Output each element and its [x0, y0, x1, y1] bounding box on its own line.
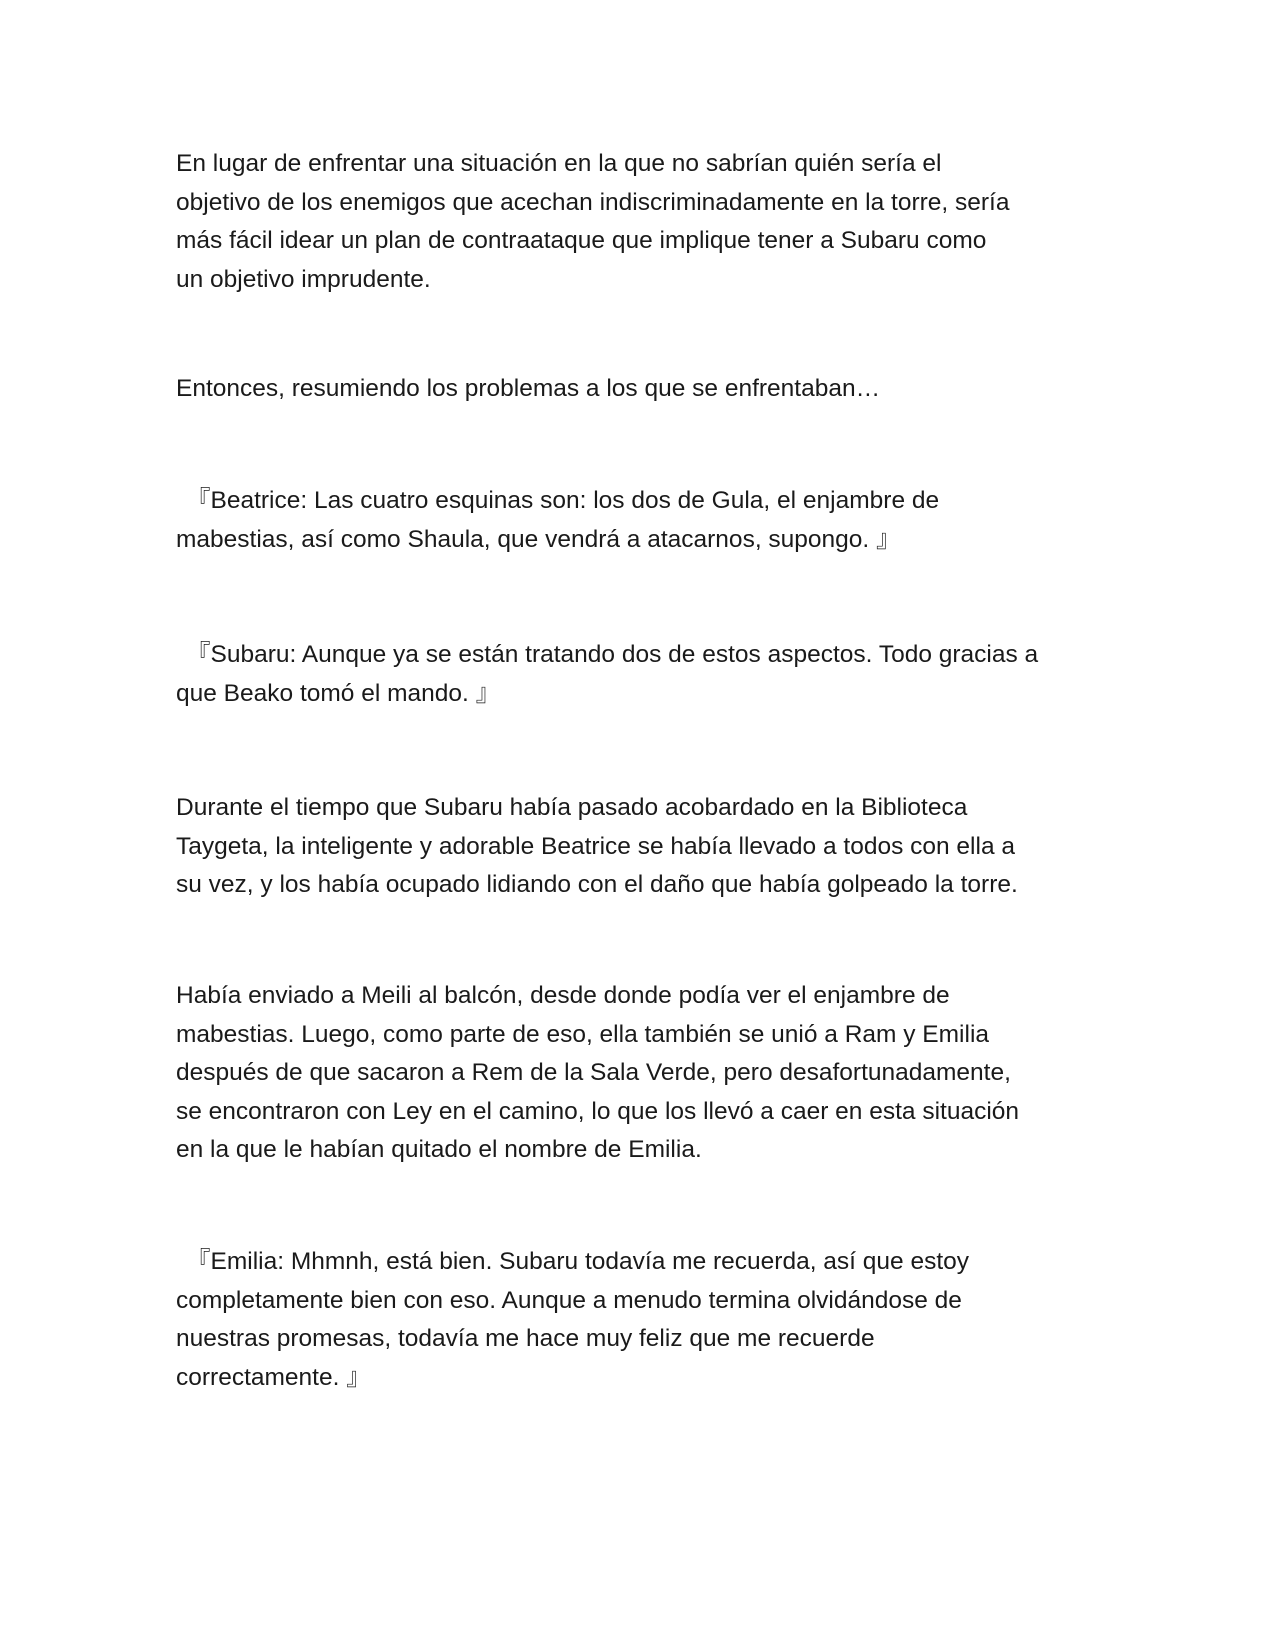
text-line: Había enviado a Meili al balcón, desde donde podía ver el enjambre de: [176, 982, 950, 1009]
text-line: 『Subaru: Aunque ya se están tratando dos de estos aspectos. Todo gracias a: [186, 641, 1039, 668]
text-line: después de que sacaron a Rem de la Sala Verde, pero desafortunadamente,: [176, 1059, 1011, 1086]
text-line: correctamente. 』: [176, 1363, 371, 1391]
dialogue-emilia: [176, 1243, 1096, 1397]
text-line: se encontraron con Ley en el camino, lo que los llevó a caer en esta situación: [176, 1097, 1020, 1125]
paragraph-3: [176, 789, 1096, 905]
text-line: objetivo de los enemigos que acechan indiscriminadamente en la torre, sería: [176, 188, 1010, 216]
paragraph-2: [176, 370, 1096, 409]
dialogue-beatrice: [176, 482, 1096, 559]
text-line: completamente bien con eso. Aunque a menudo termina olvidándose de: [176, 1286, 962, 1314]
text-line: En lugar de enfrentar una situación en la que no sabrían quién sería el: [176, 150, 942, 177]
paragraph-1: [176, 145, 1096, 299]
text-line: mabestias. Luego, como parte de eso, ella también se unió a Ram y Emilia: [176, 1020, 990, 1048]
dialogue-subaru: [176, 636, 1096, 713]
text-line: más fácil idear un plan de contraataque que implique tener a Subaru como: [176, 227, 987, 254]
text-line: nuestras promesas, todavía me hace muy feliz que me recuerde: [176, 1325, 875, 1352]
text-line: que Beako tomó el mando. 』: [176, 679, 501, 707]
text-line: mabestias, así como Shaula, que vendrá a atacarnos, supongo. 』: [176, 525, 901, 553]
text-line: Entonces, resumiendo los problemas a los que se enfrentaban…: [176, 375, 881, 402]
text-line: su vez, y los había ocupado lidiando con el daño que había golpeado la torre.: [176, 871, 1018, 898]
text-line: en la que le habían quitado el nombre de Emilia.: [176, 1136, 702, 1163]
text-line: Taygeta, la inteligente y adorable Beatrice se había llevado a todos con ella a: [176, 832, 1016, 860]
text-line: 『Beatrice: Las cuatro esquinas son: los dos de Gula, el enjambre de: [186, 487, 940, 514]
text-line: un objetivo imprudente.: [176, 265, 431, 293]
text-line: Durante el tiempo que Subaru había pasado acobardado en la Biblioteca: [176, 794, 968, 821]
paragraph-4: [176, 977, 1096, 1170]
text-line: 『Emilia: Mhmnh, está bien. Subaru todavía me recuerda, así que estoy: [186, 1248, 970, 1275]
